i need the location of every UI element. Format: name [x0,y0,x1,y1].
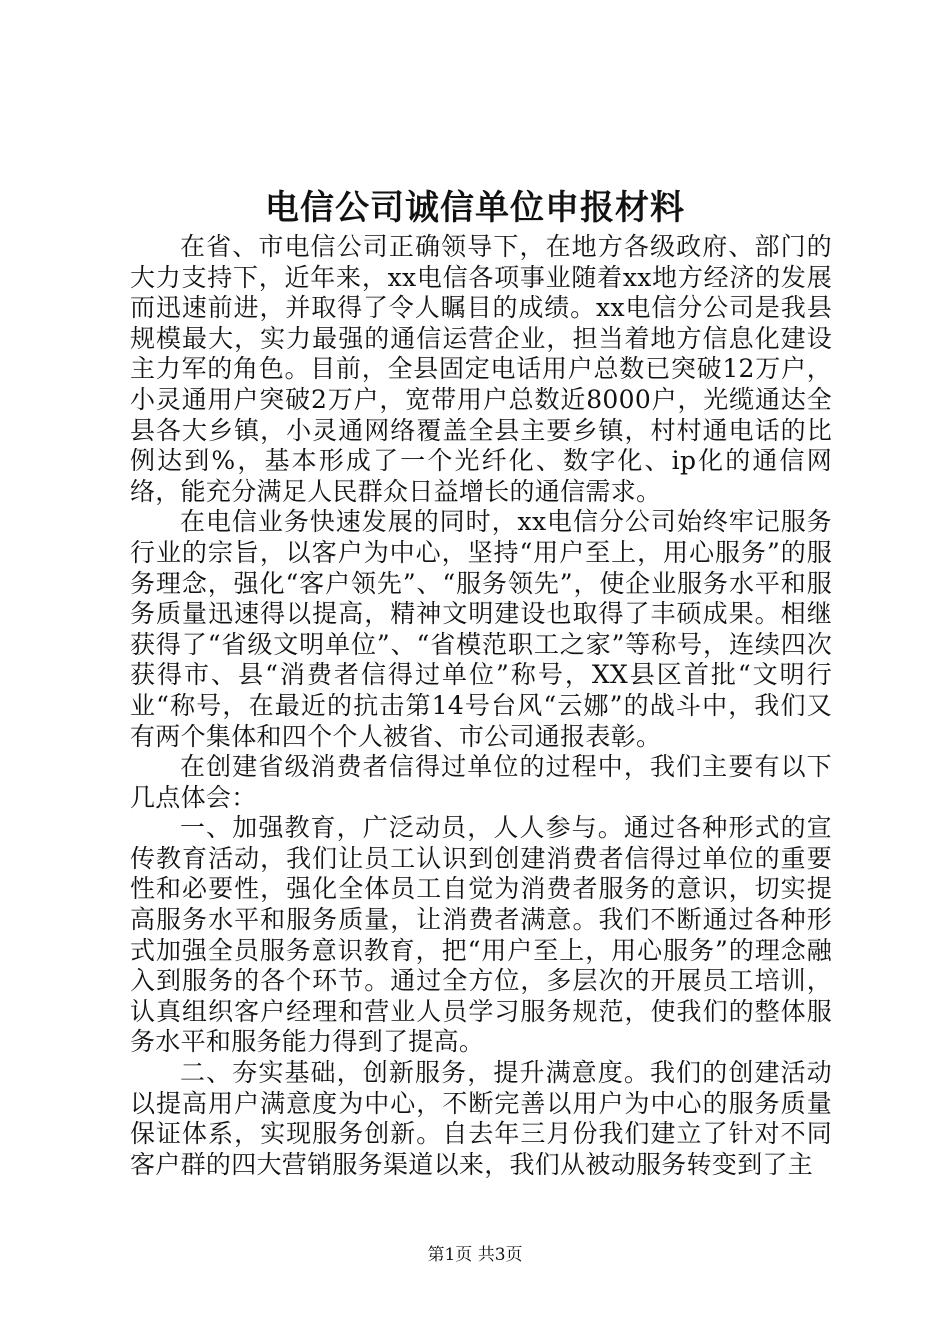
paragraph-point-one: 一、加强教育，广泛动员，人人参与。通过各种形式的宣传教育活动，我们让员工认识到创建消费者信得过单位的重要性和必要性，强化全体员工自觉为消费者服务的意识，切实提高服务水平和服务质量，让消费者满意。我们不断通过各种形式加强全员服务意识教育，把“用户至上，用心服务”的理念融入到服务的各个环节。通过全方位，多层次的开展员工培训，认真组织客户经理和营业人员学习服务规范，使我们的整体服务水平和服务能力得到了提高。 [130,813,832,1057]
paragraph-intro: 在省、市电信公司正确领导下，在地方各级政府、部门的大力支持下，近年来，xx电信各项事业随着xx地方经济的发展而迅速前进，并取得了令人瞩目的成绩。xx电信分公司是我县规模最大，实力最强的通信运营企业，担当着地方信息化建设主力军的角色。目前，全县固定电话用户总数已突破12万户，小灵通用户突破2万户，宽带用户总数近8000户，光缆通达全县各大乡镇，小灵通网络覆盖全县主要乡镇，村村通电话的比例达到%，基本形成了一个光纤化、数字化、ip化的通信网络，能充分满足人民群众日益增长的通信需求。 [130,232,832,506]
document-title: 电信公司诚信单位申报材料 [265,188,685,228]
paragraph-experience-intro: 在创建省级消费者信得过单位的过程中，我们主要有以下几点体会： [130,752,832,812]
paragraph-achievements: 在电信业务快速发展的同时，xx电信分公司始终牢记服务行业的宗旨，以客户为中心，坚持“用户至上，用心服务”的服务理念，强化“客户领先”、“服务领先”，使企业服务水平和服务质量迅速得以提高，精神文明建设也取得了丰硕成果。相继获得了“省级文明单位”、“省模范职工之家”等称号，连续四次获得市、县“消费者信得过单位”称号，XX县区首批“文明行业“称号，在最近的抗击第14号台风“云娜”的战斗中，我们又有两个集体和四个个人被省、市公司通报表彰。 [130,507,832,751]
paragraph-point-two: 二、夯实基础，创新服务，提升满意度。我们的创建活动以提高用户满意度为中心，不断完善以用户为中心的服务质量保证体系，实现服务创新。自去年三月份我们建立了针对不同客户群的四大营销服务渠道以来，我们从被动服务转变到了主 [130,1058,832,1179]
page-number-footer: 第1页 共3页 [427,1245,523,1265]
document-body [130,232,832,1180]
